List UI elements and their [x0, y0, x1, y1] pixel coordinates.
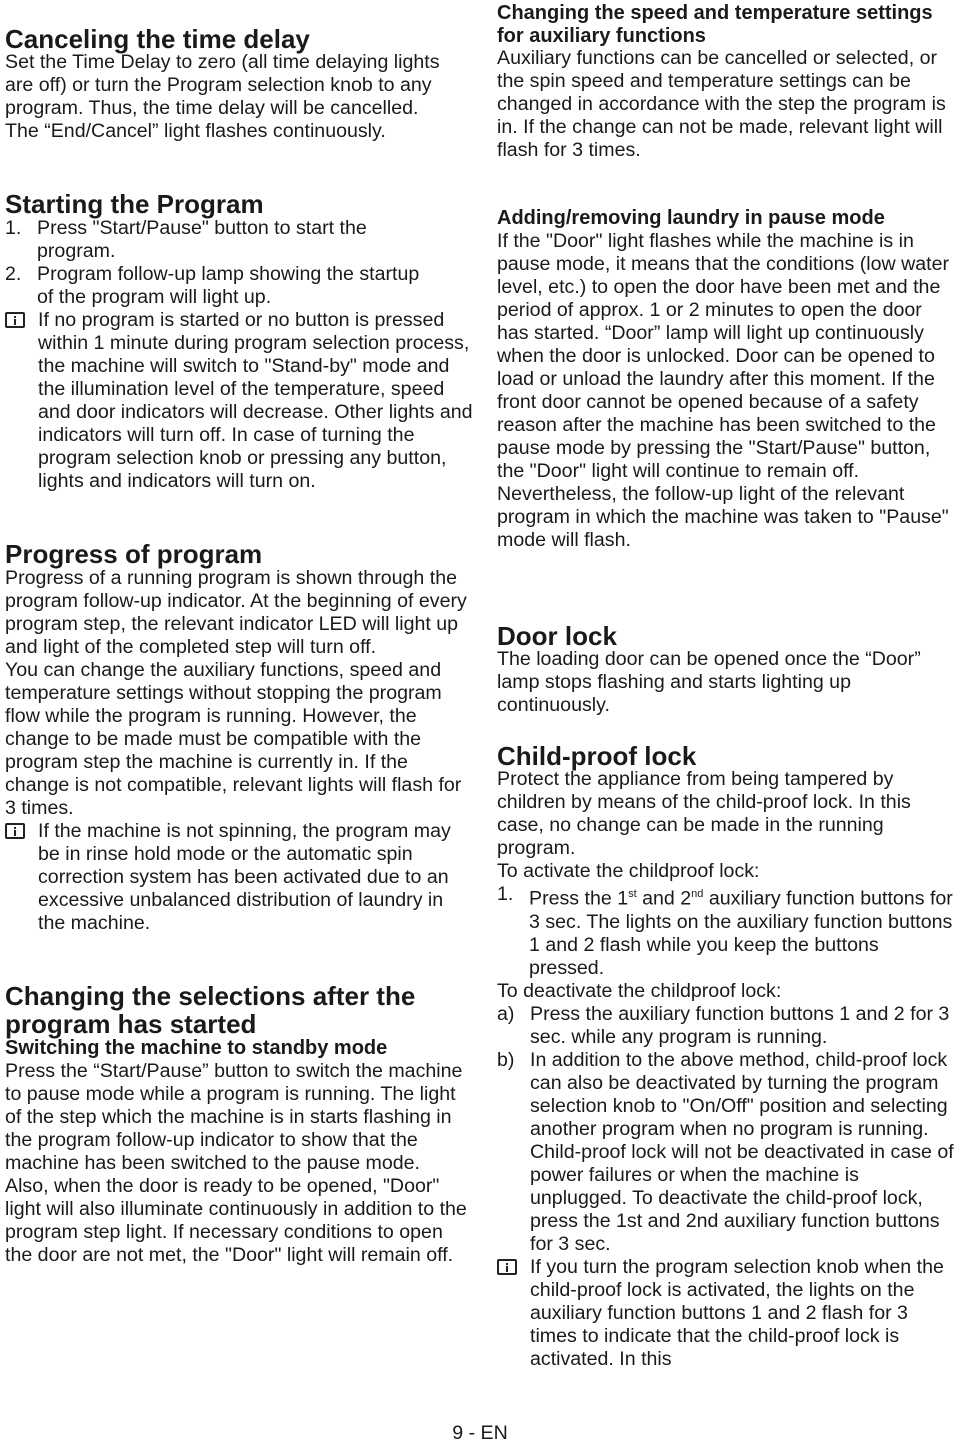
progress-section: [5, 567, 473, 935]
page-number: 9 - EN: [452, 1422, 508, 1444]
step-1-text: Press "Start/Pause" button to start the program.: [37, 217, 367, 262]
canceling-time-delay-text: Set the Time Delay to zero (all time delaying lights are off) or turn the Program selection knob to any program. Thus, the time delay will be cancelled. The “End/Cancel” light flashes continuously.: [5, 51, 440, 142]
step-2-text: Program follow-up lamp showing the startup of the program will light up.: [37, 263, 420, 308]
pause-section: [497, 207, 957, 552]
deactivate-step-a: [497, 1003, 959, 1049]
step-1-number: 1.: [5, 217, 22, 239]
activate-label: To activate the childproof lock:: [497, 860, 760, 882]
standby-paragraph-2: Also, when the door is ready to be opened, "Door" light will also illuminate continuously in addition to the program step light. If necessary conditions to open the door are not met, the "Door" light will remain off.: [5, 1174, 467, 1266]
door-lock-text: The loading door can be opened once the “Door” lamp stops flashing and starts lighting up continuously.: [497, 648, 921, 716]
changing-section: [5, 1037, 473, 1267]
step-2-number: 2.: [5, 263, 22, 285]
standby-note-text: If no program is started or no button is pressed within 1 minute during program selection process, the machine will switch to "Stand-by" mode and the illumination level of the temperature, speed and door indicators will decrease. Other lights and indicators will turn off. In case of turning the program selection knob or pressing any button, lights and indicators will turn on.: [38, 309, 473, 492]
subheading-speed-temperature: Changing the speed and temperature settings for auxiliary functions: [497, 2, 933, 47]
activate-step-number: 1.: [497, 883, 514, 905]
standby-note: [5, 309, 473, 493]
step-a-text: Press the auxiliary function buttons 1 and 2 for 3 sec. while any program is running.: [530, 1002, 950, 1048]
child-lock-section: [497, 768, 959, 1371]
step-b-text: In addition to the above method, child-proof lock can also be deactivated by turning the program selection knob to "On/Off" position and selecting another program when no program is running. Child-proof lock will not be deactivated in case of power failures or when the machine is unplugged. To deactivate the child-proof lock, press the 1st and 2nd auxiliary function buttons for 3 sec.: [530, 1048, 954, 1255]
spin-note-text: If the machine is not spinning, the program may be in rinse hold mode or the automatic spin correction system has been activated due to an excessive unbalanced distribution of laundry in the machine.: [38, 820, 451, 934]
spin-note: [5, 820, 473, 935]
heading-canceling-time-delay: Canceling the time delay: [5, 24, 310, 54]
pause-mode-text: If the "Door" light flashes while the machine is in pause mode, it means that the conditions (low water level, etc.) to open the door have been met and the period of approx. 1 or 2 minutes to open the door has started. “Door” lamp will light up continuously when the door is unlocked. Door can be opened to load or unload the laundry after this moment. If the front door cannot be opened because of a safety reason after the machine has been switched to the pause mode by pressing the "Start/Pause" button, the "Door" light will continue to remain off. Nevertheless, the follow-up light of the relevant program in which the machine was taken to "Pause" mode will flash.: [497, 229, 949, 551]
info-icon: [5, 823, 25, 839]
subheading-pause-mode: Adding/removing laundry in pause mode: [497, 207, 885, 229]
info-icon: [5, 312, 25, 328]
starting-step-1: [5, 217, 435, 263]
subheading-standby-mode: Switching the machine to standby mode: [5, 1037, 388, 1059]
deactivate-step-b: [497, 1049, 959, 1256]
step-a-marker: a): [497, 1002, 515, 1025]
standby-paragraph-1: Press the “Start/Pause” button to switch the machine to pause mode while a program is running. The light of the step which the machine is in starts flashing in the program follow-up indicator to show that the machine has been switched to the pause mode.: [5, 1059, 463, 1174]
child-lock-note-text: If you turn the program selection knob when the child-proof lock is activated, the lights on the auxiliary function buttons 1 and 2 flash for 3 times to indicate that the child-proof lock is activated. In this: [530, 1255, 944, 1370]
activate-step-1: [497, 883, 959, 980]
heading-starting-program: Starting the Program: [5, 189, 264, 219]
starting-step-2: [5, 263, 435, 309]
heading-progress-of-program: Progress of program: [5, 539, 263, 569]
speed-section: [497, 2, 957, 162]
child-lock-intro: Protect the appliance from being tampered by children by means of the child-proof lock. In this case, no change can be made in the running program.: [497, 768, 911, 859]
step-b-marker: b): [497, 1048, 515, 1071]
deactivate-label: To deactivate the childproof lock:: [497, 979, 782, 1002]
activate-step-text: Press the 1st and 2nd auxiliary function buttons for 3 sec. The lights on the auxiliary function buttons 1 and 2 flash while you keep the buttons pressed.: [529, 887, 953, 979]
progress-paragraph-2: You can change the auxiliary functions, speed and temperature settings without stopping the program flow while the program is running. However, the change to be made must be compatible with the program step the machine is currently in. If the change is not compatible, relevant lights will flash for 3 times.: [5, 659, 462, 819]
progress-paragraph-1: Progress of a running program is shown through the program follow-up indicator. At the beginning of every program step, the relevant indicator LED will light up and light of the completed step will turn off.: [5, 567, 467, 658]
child-lock-note: [497, 1256, 959, 1371]
info-icon: [497, 1259, 517, 1275]
heading-child-proof-lock: Child-proof lock: [497, 741, 697, 771]
heading-door-lock: Door lock: [497, 621, 617, 651]
heading-changing-selections: Changing the selections after the program has started: [5, 981, 416, 1039]
speed-temperature-text: Auxiliary functions can be cancelled or selected, or the spin speed and temperature settings can be changed in accordance with the step the program is in. If the change can not be made, relevant light will flash for 3 times.: [497, 47, 946, 161]
